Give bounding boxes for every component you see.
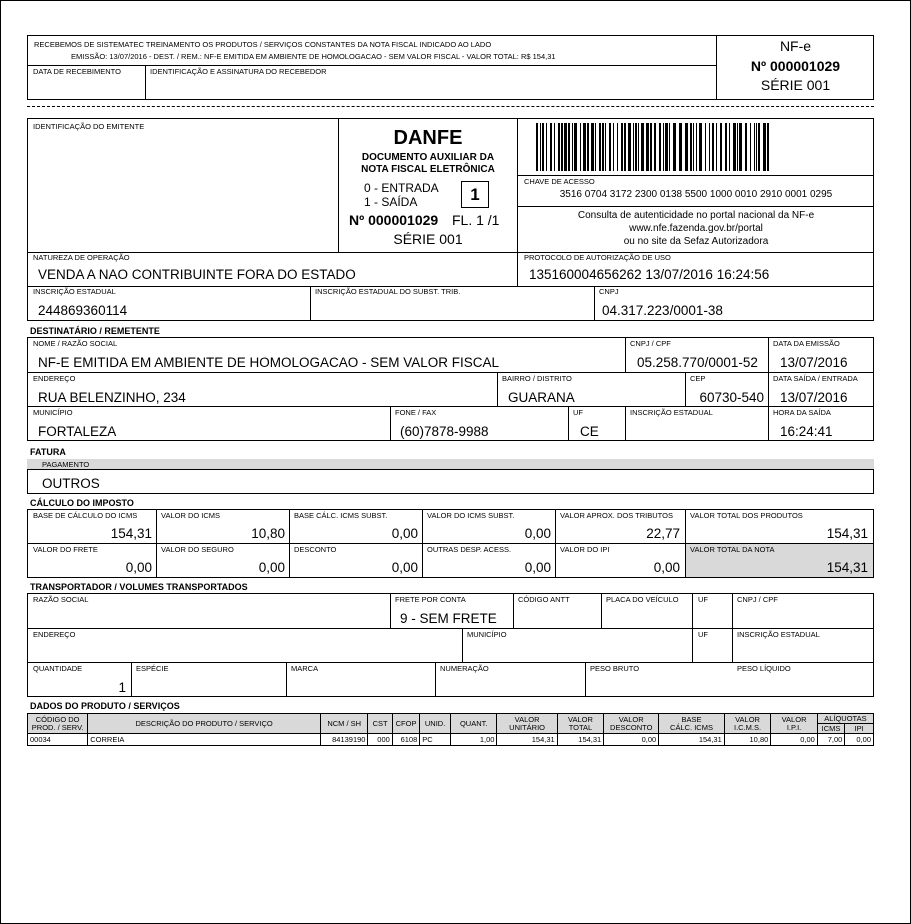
- divider: [732, 593, 733, 662]
- cell-ncm: 84139190: [320, 734, 368, 746]
- col-header-valor-icms: VALOR I.C.M.S.: [724, 714, 771, 734]
- divider: [625, 337, 626, 372]
- dest-cep-label: CEP: [690, 374, 706, 383]
- divider: [768, 337, 769, 441]
- dest-nome-value: NF-E EMITIDA EM AMBIENTE DE HOMOLOGACAO - SEM VALOR FISCAL: [38, 355, 500, 370]
- dest-uf-label: UF: [573, 408, 583, 417]
- desconto-value: 0,00: [391, 560, 418, 575]
- divider: [435, 662, 436, 697]
- total-produtos-value: 154,31: [826, 526, 868, 541]
- col-header-valor-ipi: VALOR I.P.I.: [771, 714, 818, 734]
- chave-label: CHAVE DE ACESSO: [524, 177, 595, 186]
- danfe-folha: FL. 1 /1: [452, 212, 500, 228]
- ie-label: INSCRIÇÃO ESTADUAL: [33, 287, 116, 296]
- divider: [585, 662, 586, 697]
- pagamento-header: [27, 459, 874, 469]
- divider: [27, 406, 874, 407]
- valor-icms-label: VALOR DO ICMS: [161, 511, 221, 520]
- transp-municipio-label: MUNICÍPIO: [467, 630, 507, 639]
- divider: [517, 206, 874, 207]
- divider: [27, 372, 874, 373]
- seguro-label: VALOR DO SEGURO: [161, 545, 234, 554]
- protocolo-label: PROTOCOLO DE AUTORIZAÇÃO DE USO: [524, 253, 671, 262]
- cell-valor-unitario: 154,31: [497, 734, 557, 746]
- dest-uf-value: CE: [580, 424, 599, 439]
- dest-ie-label: INSCRIÇÃO ESTADUAL: [630, 408, 713, 417]
- divider: [625, 406, 626, 441]
- col-header-valor-desconto: VALOR DESCONTO: [604, 714, 659, 734]
- cnpj-value: 04.317.223/0001-38: [602, 303, 723, 318]
- divider: [568, 406, 569, 441]
- total-produtos-label: VALOR TOTAL DOS PRODUTOS: [690, 511, 803, 520]
- divider: [27, 543, 874, 544]
- divider: [27, 252, 874, 253]
- danfe-entrada: 0 - ENTRADA: [364, 181, 439, 195]
- cell-cst: 000: [368, 734, 392, 746]
- cell-descricao: CORREIA: [88, 734, 321, 746]
- transp-marca-label: MARCA: [291, 664, 319, 673]
- dest-hora-value: 16:24:41: [780, 424, 833, 439]
- natureza-value: VENDA A NAO CONTRIBUINTE FORA DO ESTADO: [38, 267, 356, 282]
- divider: [513, 593, 514, 628]
- valor-ipi-label: VALOR DO IPI: [560, 545, 610, 554]
- divider: [27, 65, 717, 66]
- col-header-aliq-icms: ICMS: [817, 724, 844, 734]
- outras-despesas-value: 0,00: [524, 560, 551, 575]
- col-header-descricao: DESCRIÇÃO DO PRODUTO / SERVIÇO: [88, 714, 321, 734]
- col-header-valor-total: VALOR TOTAL: [557, 714, 604, 734]
- divider: [497, 372, 498, 406]
- danfe-subtitle-1: DOCUMENTO AUXILIAR DA: [361, 152, 495, 163]
- protocolo-value: 135160004656262 13/07/2016 16:24:56: [529, 267, 770, 282]
- divider: [517, 118, 518, 287]
- transp-endereco-label: ENDEREÇO: [33, 630, 76, 639]
- col-header-unid: UNID.: [420, 714, 451, 734]
- dest-fone-value: (60)7878-9988: [400, 424, 489, 439]
- dest-hora-label: HORA DA SAÍDA: [773, 408, 831, 417]
- identificacao-recebedor-label: IDENTIFICAÇÃO E ASSINATURA DO RECEBEDOR: [150, 67, 327, 76]
- danfe-numero: Nº 000001029: [349, 212, 439, 228]
- transp-frete-label: FRETE POR CONTA: [395, 595, 466, 604]
- divider: [27, 628, 874, 629]
- transp-peso-liquido-label: PESO LÍQUIDO: [737, 664, 791, 673]
- valor-st-value: 0,00: [524, 526, 551, 541]
- divider: [517, 175, 874, 176]
- transp-quantidade-label: QUANTIDADE: [33, 664, 83, 673]
- desconto-label: DESCONTO: [294, 545, 337, 554]
- divider: [145, 65, 146, 100]
- cell-quant: 1,00: [450, 734, 497, 746]
- divider: [601, 593, 602, 628]
- dest-endereco-label: ENDEREÇO: [33, 374, 76, 383]
- imposto-section-title: CÁLCULO DO IMPOSTO: [30, 498, 134, 508]
- dest-municipio-value: FORTALEZA: [38, 424, 117, 439]
- divider: [27, 662, 874, 663]
- data-recebimento-label: DATA DE RECEBIMENTO: [33, 67, 121, 76]
- canhoto-nfe-numero: Nº 000001029: [750, 58, 841, 74]
- consulta-line-1: Consulta de autenticidade no portal nacional da NF-e: [577, 210, 815, 221]
- total-nota-value: 154,31: [826, 560, 868, 575]
- cell-valor-icms: 10,80: [724, 734, 771, 746]
- dest-saida-value: 13/07/2016: [780, 390, 848, 405]
- col-header-cfop: CFOP: [392, 714, 419, 734]
- aprox-tributos-label: VALOR APROX. DOS TRIBUTOS: [560, 511, 673, 520]
- canhoto-nfe-serie: SÉRIE 001: [760, 77, 831, 93]
- dest-cep-value: 60730-540: [699, 390, 764, 405]
- ie-st-label: INSCRIÇÃO ESTADUAL DO SUBST. TRIB.: [315, 287, 461, 296]
- cell-base-icms: 154,31: [659, 734, 725, 746]
- transporte-section-title: TRANSPORTADOR / VOLUMES TRANSPORTADOS: [30, 582, 248, 592]
- produtos-section-title: DADOS DO PRODUTO / SERVIÇOS: [30, 701, 180, 711]
- dest-emissao-label: DATA DA EMISSÃO: [773, 339, 840, 348]
- emitente-label: IDENTIFICAÇÃO DO EMITENTE: [33, 122, 145, 131]
- col-header-ncm: NCM / SH: [320, 714, 368, 734]
- base-st-value: 0,00: [391, 526, 418, 541]
- transp-placa-label: PLACA DO VEÍCULO: [606, 595, 679, 604]
- consulta-line-3: ou no site da Sefaz Autorizadora: [623, 236, 769, 247]
- col-header-quant: QUANT.: [450, 714, 497, 734]
- dest-nome-label: NOME / RAZÃO SOCIAL: [33, 339, 118, 348]
- transporte-box: [27, 593, 874, 697]
- transp-uf2-label: UF: [698, 630, 708, 639]
- consulta-line-2: www.nfe.fazenda.gov.br/portal: [629, 223, 763, 234]
- cell-valor-total: 154,31: [557, 734, 604, 746]
- dest-bairro-value: GUARANA: [508, 390, 575, 405]
- dest-fone-label: FONE / FAX: [395, 408, 437, 417]
- divider: [310, 286, 311, 321]
- dest-saida-label: DATA SAÍDA / ENTRADA: [773, 374, 858, 383]
- cell-unid: PC: [420, 734, 451, 746]
- canhoto-text-2: EMISSÃO: 13/07/2016 - DEST. / REM.: NF-E EMITIDA EM AMBIENTE DE HOMOLOGACAO - SEM VALOR FISCAL - VALOR TOTAL: R$ 154,31: [71, 52, 556, 61]
- total-nota-label: VALOR TOTAL DA NOTA: [690, 545, 775, 554]
- col-header-aliquotas: ALÍQUOTAS: [817, 714, 873, 724]
- cell-valor-desconto: 0,00: [604, 734, 659, 746]
- danfe-serie: SÉRIE 001: [393, 231, 463, 247]
- dest-cnpj-value: 05.258.770/0001-52: [637, 355, 758, 370]
- frete-label: VALOR DO FRETE: [33, 545, 98, 554]
- seguro-value: 0,00: [258, 560, 285, 575]
- pagamento-value: OUTROS: [42, 476, 100, 491]
- base-st-label: BASE CÁLC. ICMS SUBST.: [294, 511, 388, 520]
- cell-codigo: 00034: [28, 734, 88, 746]
- divider: [286, 662, 287, 697]
- transp-ie-label: INSCRIÇÃO ESTADUAL: [737, 630, 820, 639]
- danfe-subtitle-2: NOTA FISCAL ELETRÔNICA: [361, 164, 495, 175]
- cell-aliq-ipi: 0,00: [845, 734, 874, 746]
- divider: [692, 593, 693, 662]
- danfe-saida: 1 - SAÍDA: [364, 195, 418, 209]
- divider: [131, 662, 132, 697]
- cell-aliq-icms: 7,00: [817, 734, 844, 746]
- transp-cnpj-label: CNPJ / CPF: [737, 595, 778, 604]
- dest-bairro-label: BAIRRO / DISTRITO: [502, 374, 572, 383]
- valor-st-label: VALOR DO ICMS SUBST.: [427, 511, 515, 520]
- valor-icms-value: 10,80: [251, 526, 285, 541]
- ie-value: 244869360114: [38, 303, 128, 318]
- canhoto-nfe-label: NF-e: [779, 38, 812, 54]
- col-header-aliq-ipi: IPI: [845, 724, 874, 734]
- divider: [594, 286, 595, 321]
- col-header-valor-unitario: VALOR UNITÁRIO: [497, 714, 557, 734]
- cell-valor-ipi: 0,00: [771, 734, 818, 746]
- destinatario-section-title: DESTINATÁRIO / REMETENTE: [30, 326, 160, 336]
- transp-antt-label: CÓDIGO ANTT: [518, 595, 570, 604]
- transp-quantidade-value: 1: [118, 680, 126, 695]
- divider: [390, 406, 391, 441]
- danfe-tipo-box: 1: [461, 181, 489, 208]
- divider: [390, 593, 391, 628]
- produtos-table: [27, 713, 874, 746]
- natureza-label: NATUREZA DE OPERAÇÃO: [33, 253, 130, 262]
- col-header-cst: CST: [368, 714, 392, 734]
- cut-line: [27, 106, 874, 107]
- cell-cfop: 6108: [392, 734, 419, 746]
- transp-numeracao-label: NUMERAÇÃO: [440, 664, 489, 673]
- transp-especie-label: ESPÉCIE: [136, 664, 169, 673]
- outras-despesas-label: OUTRAS DESP. ACESS.: [427, 545, 512, 554]
- valor-ipi-value: 0,00: [653, 560, 680, 575]
- base-icms-value: 154,31: [110, 526, 152, 541]
- dest-cnpj-label: CNPJ / CPF: [630, 339, 671, 348]
- table-row: [28, 734, 874, 746]
- col-header-base-icms: BASE CÁLC. ICMS: [659, 714, 725, 734]
- frete-value: 0,00: [125, 560, 152, 575]
- pagamento-label: PAGAMENTO: [42, 460, 90, 469]
- transp-frete-value: 9 - SEM FRETE: [400, 611, 497, 626]
- canhoto-text-1: RECEBEMOS DE SISTEMATEC TREINAMENTO OS PRODUTOS / SERVIÇOS CONSTANTES DA NOTA FISCAL INDICADO AO LADO: [34, 40, 492, 49]
- transp-uf-label: UF: [698, 595, 708, 604]
- dest-endereco-value: RUA BELENZINHO, 234: [38, 390, 186, 405]
- pagamento-box: [27, 469, 874, 494]
- dest-municipio-label: MUNICÍPIO: [33, 408, 73, 417]
- danfe-title: DANFE: [393, 127, 463, 149]
- transp-peso-bruto-label: PESO BRUTO: [590, 664, 640, 673]
- chave-value: 3516 0704 3172 2300 0138 5500 1000 0010 2910 0001 0295: [559, 189, 833, 200]
- divider: [462, 628, 463, 662]
- aprox-tributos-value: 22,77: [646, 526, 680, 541]
- cnpj-label: CNPJ: [599, 287, 619, 296]
- base-icms-label: BASE DE CÁLCULO DO ICMS: [33, 511, 138, 520]
- barcode: [536, 123, 770, 171]
- dest-emissao-value: 13/07/2016: [780, 355, 848, 370]
- col-header-codigo: CÓDIGO DO PROD. / SERV.: [28, 714, 88, 734]
- transp-razao-label: RAZÃO SOCIAL: [33, 595, 89, 604]
- fatura-section-title: FATURA: [30, 447, 66, 457]
